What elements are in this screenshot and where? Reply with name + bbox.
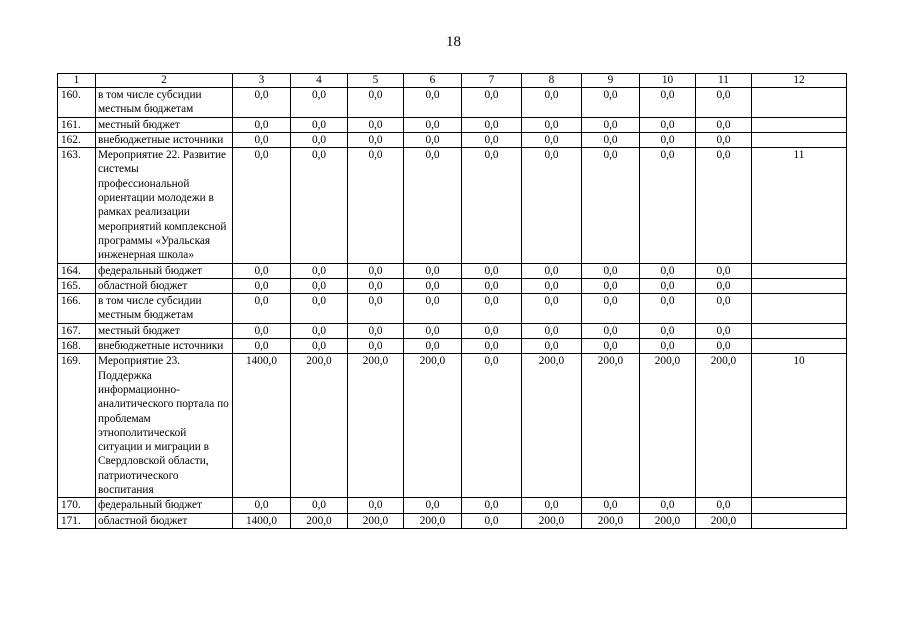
- value-cell: 0,0: [404, 148, 462, 263]
- row-name: внебюджетные источники: [96, 339, 233, 354]
- value-cell: 0,0: [522, 263, 582, 278]
- value-cell: 200,0: [348, 513, 404, 528]
- value-cell: 0,0: [696, 263, 752, 278]
- value-cell: 0,0: [582, 339, 640, 354]
- row-number: 163.: [58, 148, 96, 263]
- value-cell: 0,0: [522, 117, 582, 132]
- value-cell: 0,0: [291, 263, 348, 278]
- value-cell: 0,0: [291, 148, 348, 263]
- table-body: [58, 74, 847, 529]
- header-cell: 6: [404, 74, 462, 88]
- value-cell: 0,0: [291, 339, 348, 354]
- value-cell: 0,0: [640, 339, 696, 354]
- value-cell: 0,0: [348, 278, 404, 293]
- value-cell: 0,0: [582, 278, 640, 293]
- note-cell: [752, 294, 847, 324]
- value-cell: 200,0: [640, 513, 696, 528]
- value-cell: 0,0: [348, 88, 404, 118]
- value-cell: 0,0: [404, 323, 462, 338]
- value-cell: 0,0: [462, 354, 522, 498]
- value-cell: 0,0: [348, 263, 404, 278]
- table-row: [58, 148, 847, 263]
- value-cell: 200,0: [582, 513, 640, 528]
- value-cell: 0,0: [404, 278, 462, 293]
- value-cell: 0,0: [462, 263, 522, 278]
- value-cell: 200,0: [696, 513, 752, 528]
- value-cell: 0,0: [522, 323, 582, 338]
- value-cell: 0,0: [582, 117, 640, 132]
- row-name: в том числе субсидии местным бюджетам: [96, 294, 233, 324]
- value-cell: 0,0: [404, 132, 462, 147]
- row-name: местный бюджет: [96, 117, 233, 132]
- note-cell: [752, 117, 847, 132]
- table-row: [58, 294, 847, 324]
- value-cell: 0,0: [404, 294, 462, 324]
- value-cell: 0,0: [348, 132, 404, 147]
- value-cell: 0,0: [462, 513, 522, 528]
- value-cell: 0,0: [640, 294, 696, 324]
- value-cell: 0,0: [640, 263, 696, 278]
- value-cell: 0,0: [233, 278, 291, 293]
- value-cell: 0,0: [348, 323, 404, 338]
- value-cell: 200,0: [404, 354, 462, 498]
- value-cell: 0,0: [462, 498, 522, 513]
- value-cell: 0,0: [462, 132, 522, 147]
- table-row: [58, 339, 847, 354]
- value-cell: 0,0: [233, 498, 291, 513]
- value-cell: 1400,0: [233, 354, 291, 498]
- value-cell: 0,0: [522, 148, 582, 263]
- row-name: местный бюджет: [96, 323, 233, 338]
- note-cell: [752, 323, 847, 338]
- value-cell: 0,0: [233, 294, 291, 324]
- value-cell: 0,0: [640, 148, 696, 263]
- value-cell: 200,0: [522, 354, 582, 498]
- row-name: федеральный бюджет: [96, 263, 233, 278]
- row-name: федеральный бюджет: [96, 498, 233, 513]
- value-cell: 0,0: [233, 339, 291, 354]
- table-row: [58, 117, 847, 132]
- header-cell: 12: [752, 74, 847, 88]
- value-cell: 0,0: [582, 323, 640, 338]
- value-cell: 0,0: [404, 339, 462, 354]
- row-number: 170.: [58, 498, 96, 513]
- value-cell: 0,0: [291, 278, 348, 293]
- value-cell: 0,0: [348, 498, 404, 513]
- value-cell: 0,0: [696, 88, 752, 118]
- value-cell: 0,0: [291, 117, 348, 132]
- table-row: [58, 354, 847, 498]
- row-number: 165.: [58, 278, 96, 293]
- table-row: [58, 513, 847, 528]
- header-cell: 10: [640, 74, 696, 88]
- note-cell: 11: [752, 148, 847, 263]
- value-cell: 0,0: [404, 498, 462, 513]
- note-cell: [752, 498, 847, 513]
- value-cell: 0,0: [462, 323, 522, 338]
- row-number: 162.: [58, 132, 96, 147]
- value-cell: 0,0: [522, 339, 582, 354]
- value-cell: 0,0: [404, 88, 462, 118]
- header-cell: 9: [582, 74, 640, 88]
- value-cell: 0,0: [696, 278, 752, 293]
- value-cell: 0,0: [291, 132, 348, 147]
- row-number: 164.: [58, 263, 96, 278]
- value-cell: 0,0: [348, 148, 404, 263]
- row-number: 167.: [58, 323, 96, 338]
- value-cell: 0,0: [696, 339, 752, 354]
- value-cell: 0,0: [640, 117, 696, 132]
- value-cell: 0,0: [404, 263, 462, 278]
- header-cell: 11: [696, 74, 752, 88]
- row-number: 161.: [58, 117, 96, 132]
- table-row: [58, 278, 847, 293]
- value-cell: 0,0: [462, 339, 522, 354]
- row-number: 169.: [58, 354, 96, 498]
- value-cell: 200,0: [522, 513, 582, 528]
- value-cell: 0,0: [462, 278, 522, 293]
- value-cell: 1400,0: [233, 513, 291, 528]
- value-cell: 200,0: [696, 354, 752, 498]
- row-number: 171.: [58, 513, 96, 528]
- value-cell: 0,0: [291, 88, 348, 118]
- row-number: 166.: [58, 294, 96, 324]
- value-cell: 0,0: [233, 88, 291, 118]
- value-cell: 0,0: [233, 148, 291, 263]
- value-cell: 200,0: [291, 513, 348, 528]
- value-cell: 0,0: [582, 132, 640, 147]
- value-cell: 0,0: [696, 117, 752, 132]
- table-row: [58, 263, 847, 278]
- table-row: [58, 88, 847, 118]
- value-cell: 0,0: [640, 323, 696, 338]
- value-cell: 0,0: [348, 294, 404, 324]
- value-cell: 0,0: [233, 323, 291, 338]
- value-cell: 0,0: [233, 117, 291, 132]
- value-cell: 0,0: [404, 117, 462, 132]
- value-cell: 0,0: [582, 294, 640, 324]
- value-cell: 200,0: [640, 354, 696, 498]
- value-cell: 0,0: [462, 88, 522, 118]
- value-cell: 0,0: [522, 278, 582, 293]
- value-cell: 0,0: [696, 498, 752, 513]
- value-cell: 0,0: [233, 263, 291, 278]
- value-cell: 0,0: [696, 323, 752, 338]
- header-cell: 4: [291, 74, 348, 88]
- header-cell: 5: [348, 74, 404, 88]
- value-cell: 200,0: [404, 513, 462, 528]
- row-number: 160.: [58, 88, 96, 118]
- value-cell: 0,0: [462, 117, 522, 132]
- header-cell: 7: [462, 74, 522, 88]
- value-cell: 0,0: [696, 294, 752, 324]
- value-cell: 0,0: [462, 148, 522, 263]
- header-cell: 8: [522, 74, 582, 88]
- header-cell: 1: [58, 74, 96, 88]
- note-cell: [752, 339, 847, 354]
- table-row: [58, 323, 847, 338]
- value-cell: 0,0: [640, 498, 696, 513]
- value-cell: 0,0: [522, 498, 582, 513]
- row-name: областной бюджет: [96, 513, 233, 528]
- value-cell: 0,0: [582, 148, 640, 263]
- value-cell: 200,0: [582, 354, 640, 498]
- value-cell: 0,0: [640, 278, 696, 293]
- row-name: в том числе субсидии местным бюджетам: [96, 88, 233, 118]
- value-cell: 0,0: [696, 148, 752, 263]
- note-cell: [752, 88, 847, 118]
- row-name: внебюджетные источники: [96, 132, 233, 147]
- row-name: Мероприятие 23. Поддержка информационно-аналитического портала по проблемам этнополитической ситуации и миграции в Свердловской области, патриотического воспитания: [96, 354, 233, 498]
- value-cell: 0,0: [348, 117, 404, 132]
- table-row: [58, 498, 847, 513]
- value-cell: 0,0: [696, 132, 752, 147]
- row-number: 168.: [58, 339, 96, 354]
- row-name: Мероприятие 22. Развитие системы профессиональной ориентации молодежи в рамках реализации мероприятий комплексной программы «Уральская инженерная школа»: [96, 148, 233, 263]
- value-cell: 0,0: [291, 323, 348, 338]
- header-cell: 3: [233, 74, 291, 88]
- note-cell: [752, 132, 847, 147]
- row-name: областной бюджет: [96, 278, 233, 293]
- value-cell: 0,0: [582, 498, 640, 513]
- header-cell: 2: [96, 74, 233, 88]
- value-cell: 0,0: [582, 88, 640, 118]
- value-cell: 0,0: [640, 132, 696, 147]
- value-cell: 0,0: [522, 88, 582, 118]
- value-cell: 200,0: [348, 354, 404, 498]
- value-cell: 0,0: [291, 294, 348, 324]
- value-cell: 0,0: [291, 498, 348, 513]
- value-cell: 0,0: [522, 132, 582, 147]
- value-cell: 200,0: [291, 354, 348, 498]
- value-cell: 0,0: [233, 132, 291, 147]
- note-cell: 10: [752, 354, 847, 498]
- value-cell: 0,0: [348, 339, 404, 354]
- note-cell: [752, 278, 847, 293]
- header-row: [58, 74, 847, 88]
- table-row: [58, 132, 847, 147]
- note-cell: [752, 263, 847, 278]
- note-cell: [752, 513, 847, 528]
- value-cell: 0,0: [582, 263, 640, 278]
- value-cell: 0,0: [522, 294, 582, 324]
- value-cell: 0,0: [640, 88, 696, 118]
- value-cell: 0,0: [462, 294, 522, 324]
- budget-table: [57, 73, 847, 529]
- page-number: 18: [446, 34, 461, 50]
